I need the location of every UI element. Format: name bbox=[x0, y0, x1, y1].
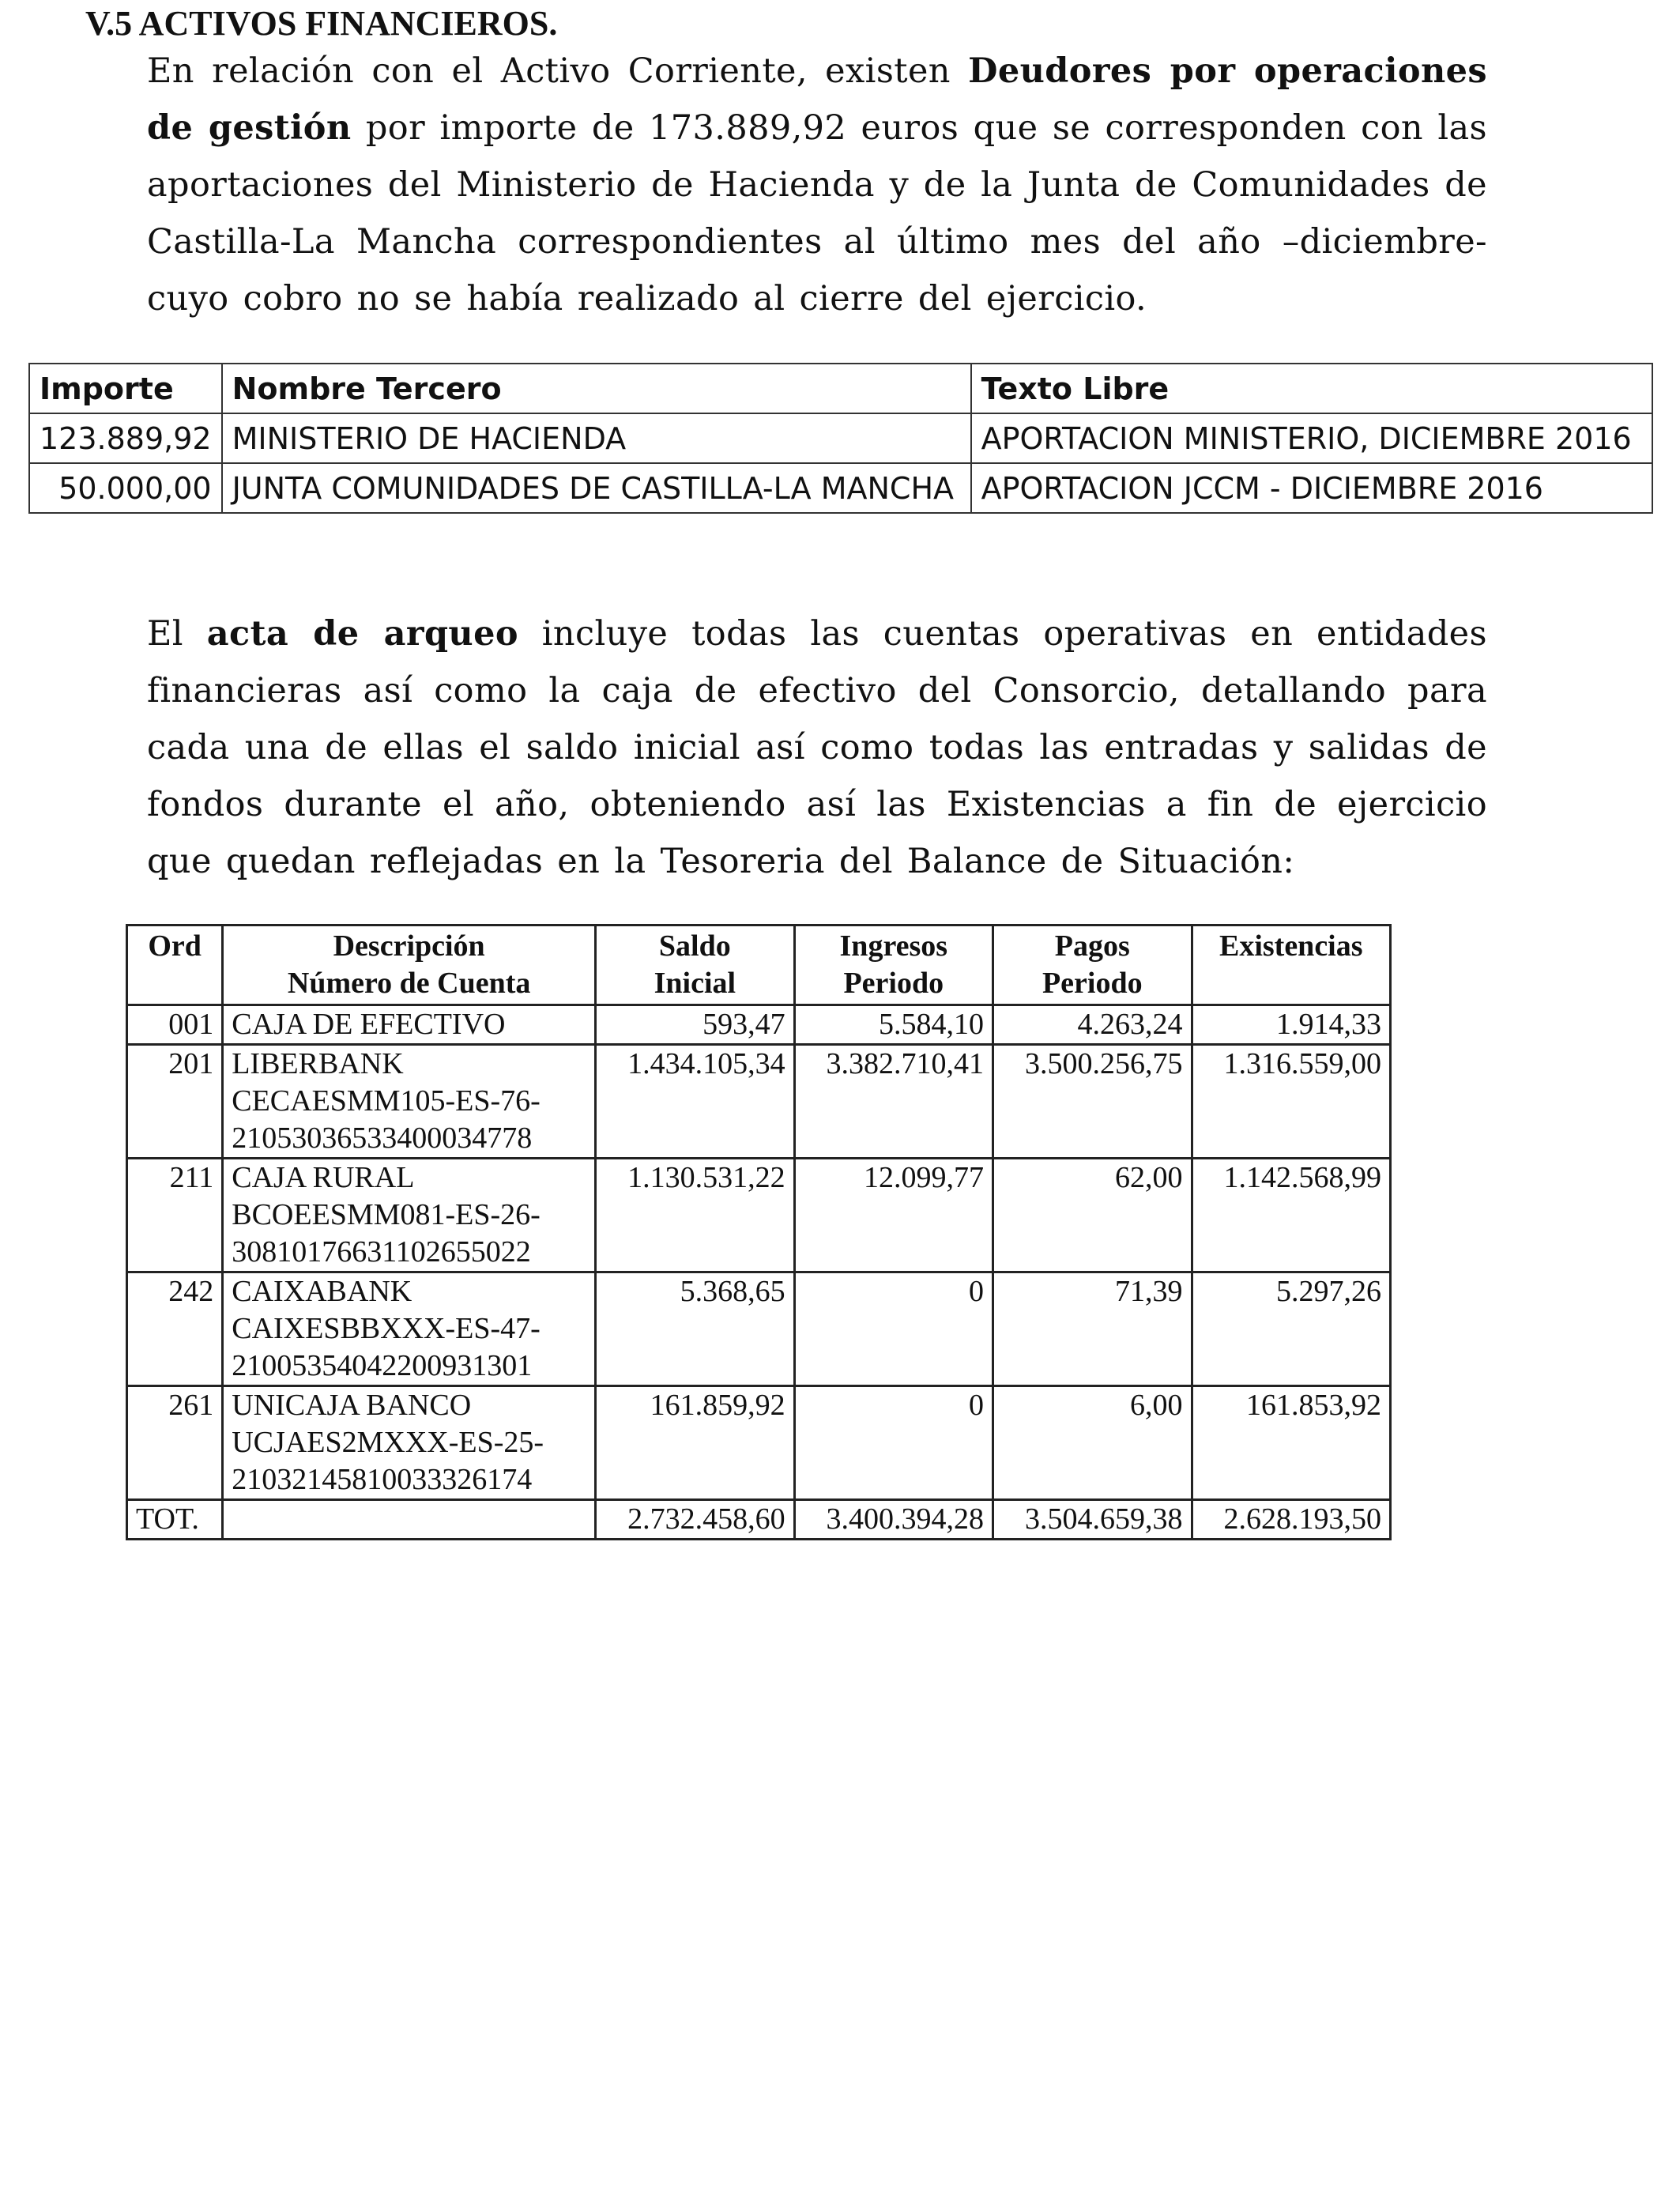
arqueo-table bbox=[126, 924, 1392, 1540]
header-saldo-inicial bbox=[596, 925, 794, 1005]
account-number-line2: 21032145810033326174 bbox=[232, 1463, 533, 1496]
cell-descripcion bbox=[223, 1045, 596, 1159]
cell-pagos: 4.263,24 bbox=[993, 1005, 1192, 1045]
table-row bbox=[127, 1045, 1391, 1159]
section-heading: V.5 ACTIVOS FINANCIEROS. bbox=[85, 4, 558, 43]
header-nombre-tercero: Nombre Tercero bbox=[222, 364, 971, 413]
paragraph-text: por importe de 173.889,92 euros que se corresponden con las aportaciones del Ministerio de Hacienda y de la Junta de Comunidades de Castilla-La Mancha correspondientes al último mes del año –diciembre-cuyo cobro no se había realizado al cierre del ejercicio. bbox=[147, 108, 1487, 319]
cell-texto-libre: APORTACION MINISTERIO, DICIEMBRE 2016 bbox=[971, 413, 1652, 463]
cell-saldo-inicial: 593,47 bbox=[596, 1005, 794, 1045]
cell-existencias: 1.914,33 bbox=[1192, 1005, 1391, 1045]
cell-ord: 201 bbox=[127, 1045, 223, 1159]
cell-descripcion bbox=[223, 1159, 596, 1272]
deudores-table bbox=[28, 363, 1653, 514]
header-pagos-periodo bbox=[993, 925, 1192, 1005]
cell-ingresos: 0 bbox=[794, 1272, 993, 1386]
cell-ingresos: 3.382.710,41 bbox=[794, 1045, 993, 1159]
account-name: UNICAJA BANCO bbox=[232, 1389, 472, 1422]
header-line: Descripción bbox=[333, 929, 485, 963]
header-texto-libre: Texto Libre bbox=[971, 364, 1652, 413]
table-row bbox=[29, 463, 1652, 513]
table-row bbox=[29, 413, 1652, 463]
account-name: CAIXABANK bbox=[232, 1275, 412, 1308]
cell-ingresos: 12.099,77 bbox=[794, 1159, 993, 1272]
header-line: Saldo bbox=[658, 929, 731, 963]
cell-descripcion bbox=[223, 1272, 596, 1386]
cell-ord: 001 bbox=[127, 1005, 223, 1045]
account-name: LIBERBANK bbox=[232, 1047, 404, 1080]
table-row bbox=[127, 1272, 1391, 1386]
paragraph-deudores bbox=[147, 43, 1487, 327]
cell-existencias: 1.316.559,00 bbox=[1192, 1045, 1391, 1159]
cell-empty bbox=[223, 1500, 596, 1540]
cell-existencias: 1.142.568,99 bbox=[1192, 1159, 1391, 1272]
cell-saldo-inicial: 5.368,65 bbox=[596, 1272, 794, 1386]
cell-pagos: 71,39 bbox=[993, 1272, 1192, 1386]
cell-ingresos: 5.584,10 bbox=[794, 1005, 993, 1045]
table-header-row bbox=[29, 364, 1652, 413]
header-importe: Importe bbox=[29, 364, 222, 413]
header-line: Inicial bbox=[654, 967, 736, 1000]
cell-ord: 211 bbox=[127, 1159, 223, 1272]
account-name: CAJA RURAL bbox=[232, 1161, 415, 1194]
table-total-row bbox=[127, 1500, 1391, 1540]
header-ord: Ord bbox=[127, 925, 223, 1005]
header-line: Número de Cuenta bbox=[287, 967, 531, 1000]
header-line: Ingresos bbox=[839, 929, 948, 963]
cell-existencias: 5.297,26 bbox=[1192, 1272, 1391, 1386]
cell-nombre-tercero: JUNTA COMUNIDADES DE CASTILLA-LA MANCHA bbox=[222, 463, 971, 513]
table-header-row bbox=[127, 925, 1391, 1005]
cell-ord: 261 bbox=[127, 1386, 223, 1500]
paragraph-text: incluye todas las cuentas operativas en entidades financieras así como la caja de efectivo del Consorcio, detallando para cada una de ellas el saldo inicial así como todas las entradas y salidas de fondos durante el año, obteniendo así las Existencias a fin de ejercicio que quedan reflejadas en la Tesoreria del Balance de Situación: bbox=[147, 614, 1487, 881]
header-existencias: Existencias bbox=[1192, 925, 1391, 1005]
cell-descripcion bbox=[223, 1005, 596, 1045]
cell-importe: 50.000,00 bbox=[29, 463, 222, 513]
header-line: Periodo bbox=[1042, 967, 1143, 1000]
cell-pagos: 3.500.256,75 bbox=[993, 1045, 1192, 1159]
paragraph-text: El bbox=[147, 614, 207, 654]
cell-existencias: 161.853,92 bbox=[1192, 1386, 1391, 1500]
cell-total-saldo: 2.732.458,60 bbox=[596, 1500, 794, 1540]
cell-total-pagos: 3.504.659,38 bbox=[993, 1500, 1192, 1540]
account-number-line1: CAIXESBBXXX-ES-47- bbox=[232, 1312, 541, 1345]
header-descripcion bbox=[223, 925, 596, 1005]
table-row bbox=[127, 1386, 1391, 1500]
cell-total-ingresos: 3.400.394,28 bbox=[794, 1500, 993, 1540]
header-ingresos-periodo bbox=[794, 925, 993, 1005]
account-number-line1: BCOEESMM081-ES-26- bbox=[232, 1198, 541, 1231]
account-number-line1: UCJAES2MXXX-ES-25- bbox=[232, 1426, 544, 1459]
paragraph-bold-term: Deudores por operaciones de gestión bbox=[147, 51, 1487, 148]
cell-pagos: 6,00 bbox=[993, 1386, 1192, 1500]
paragraph-arqueo bbox=[147, 605, 1487, 890]
cell-total-label: TOT. bbox=[127, 1500, 223, 1540]
header-line: Periodo bbox=[843, 967, 944, 1000]
cell-saldo-inicial: 161.859,92 bbox=[596, 1386, 794, 1500]
cell-nombre-tercero: MINISTERIO DE HACIENDA bbox=[222, 413, 971, 463]
cell-importe: 123.889,92 bbox=[29, 413, 222, 463]
table-row bbox=[127, 1005, 1391, 1045]
account-number-line2: 30810176631102655022 bbox=[232, 1235, 531, 1269]
cell-saldo-inicial: 1.434.105,34 bbox=[596, 1045, 794, 1159]
account-name: CAJA DE EFECTIVO bbox=[232, 1008, 506, 1041]
cell-texto-libre: APORTACION JCCM - DICIEMBRE 2016 bbox=[971, 463, 1652, 513]
account-number-line1: CECAESMM105-ES-76- bbox=[232, 1084, 541, 1118]
cell-ord: 242 bbox=[127, 1272, 223, 1386]
paragraph-bold-term: acta de arqueo bbox=[206, 614, 518, 654]
account-number-line2: 21053036533400034778 bbox=[232, 1122, 533, 1155]
header-line: Pagos bbox=[1054, 929, 1130, 963]
cell-descripcion bbox=[223, 1386, 596, 1500]
account-number-line2: 21005354042200931301 bbox=[232, 1349, 533, 1382]
cell-pagos: 62,00 bbox=[993, 1159, 1192, 1272]
cell-total-existencias: 2.628.193,50 bbox=[1192, 1500, 1391, 1540]
cell-saldo-inicial: 1.130.531,22 bbox=[596, 1159, 794, 1272]
cell-ingresos: 0 bbox=[794, 1386, 993, 1500]
paragraph-text: En relación con el Activo Corriente, existen bbox=[147, 51, 969, 91]
table-row bbox=[127, 1159, 1391, 1272]
